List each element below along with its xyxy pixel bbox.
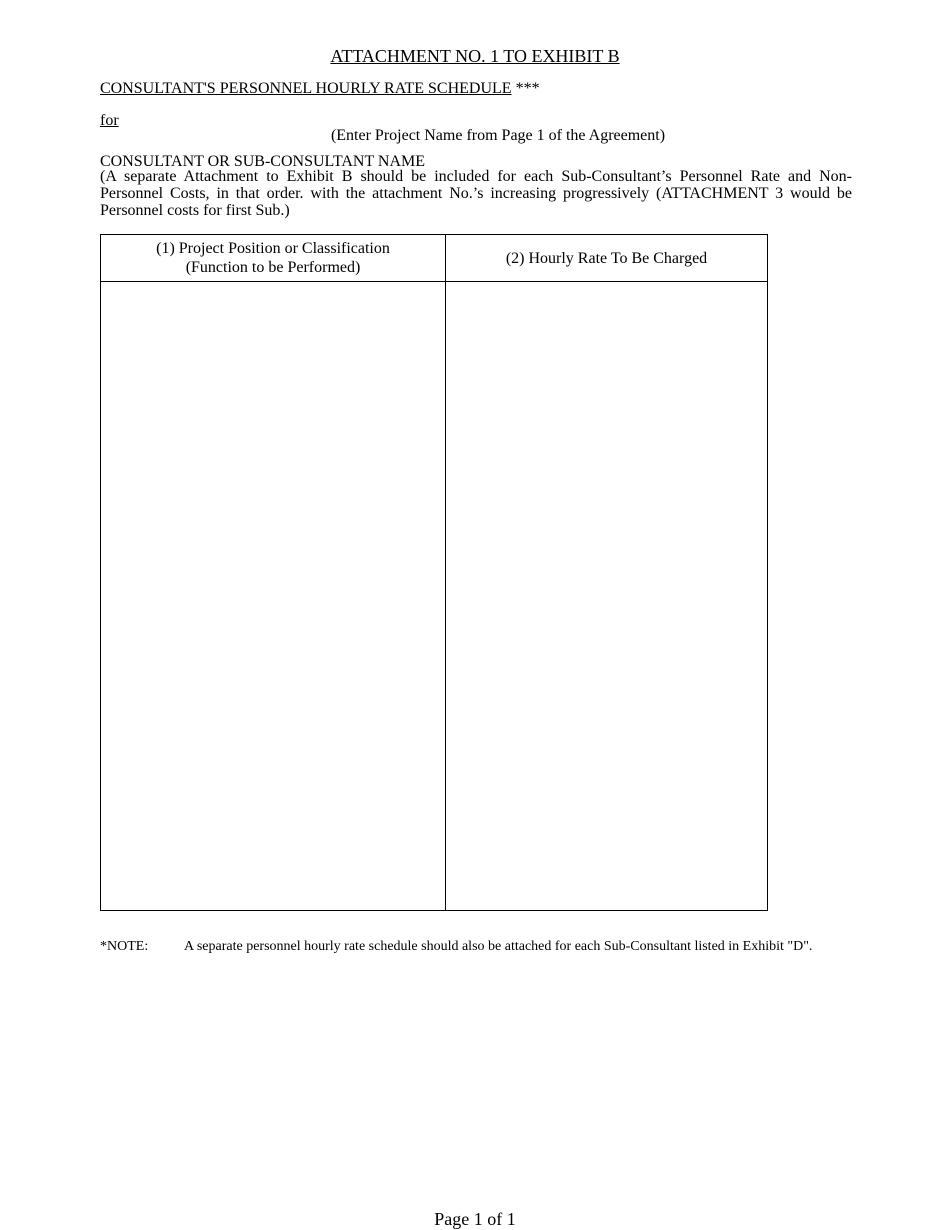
page-title	[0, 46, 950, 66]
schedule-heading	[100, 79, 540, 98]
note-label: *NOTE:	[100, 939, 149, 954]
column-header-position	[101, 235, 446, 282]
table-row	[101, 282, 768, 911]
consultant-name-label: CONSULTANT OR SUB-CONSULTANT NAME	[100, 153, 426, 170]
note-text: A separate personnel hourly rate schedule should also be attached for each Sub-Consultant listed in Exhibit "D".	[184, 939, 813, 954]
for-label: for	[100, 112, 119, 129]
note	[100, 938, 812, 955]
project-name-prompt: (Enter Project Name from Page 1 of the Agreement)	[330, 127, 666, 144]
hourly-rate-cell-empty[interactable]	[446, 282, 768, 911]
schedule-heading-marker: ***	[511, 80, 540, 97]
column-header-position-line1: (1) Project Position or Classification	[156, 240, 390, 257]
instruction-text: (A separate Attachment to Exhibit B should be included for each Sub-Consultant’s Personnel Rate and Non-Personnel Costs, in that order. with the attachment No.’s increasing progressively (ATTACHMENT 3 would be Personnel costs for first Sub.)	[100, 168, 852, 219]
column-header-position-line2: (Function to be Performed)	[185, 259, 361, 276]
table-header-row	[101, 235, 768, 282]
schedule-heading-text: CONSULTANT'S PERSONNEL HOURLY RATE SCHEDULE	[100, 80, 512, 97]
page-title-text: ATTACHMENT NO. 1 TO EXHIBIT B	[330, 46, 620, 66]
page-number-footer: Page 1 of 1	[434, 1209, 516, 1229]
rate-schedule-table	[100, 234, 768, 911]
position-cell-empty[interactable]	[101, 282, 446, 911]
column-header-hourly-rate-line1: (2) Hourly Rate To Be Charged	[505, 249, 708, 267]
column-header-hourly-rate	[446, 235, 768, 282]
